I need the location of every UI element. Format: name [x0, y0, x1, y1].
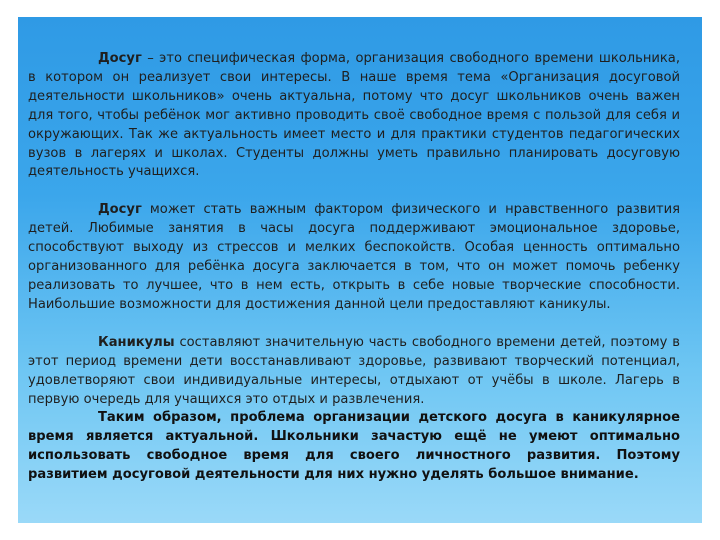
- term-dosug: Досуг: [98, 51, 142, 66]
- paragraph-gap: [28, 182, 680, 201]
- paragraph-kanikuly: [28, 334, 680, 410]
- term-kanikuly: Каникулы: [98, 334, 175, 350]
- paragraph-text: может стать важным фактором физического и нравственного развития детей. Любимые занятия в часы досуга поддерживают эмоциональное здоровье, способствуют выходу из стрессов и мелких беспокойств. Особая ценность оптимально организованного для ребёнка досуга заключается в том, что он может помочь ребенку реализовать то лучшее, что в нем есть, открыть в себе новые творческие способности. Наибольшие возможности для достижения данной цели предоставляют каникулы.: [28, 202, 680, 312]
- paragraph-text: составляют значительную часть свободного времени детей, поэтому в этот период времени дети восстанавливают здоровье, развивают творческий потенциал, удовлетворяют свои индивидуальные интересы, отдыхают от учёбы в школе. Лагерь в первую очередь для учащихся это отдых и развлечения.: [28, 334, 680, 407]
- paragraph-dosug-definition: [28, 50, 680, 182]
- paragraph-dosug-development: [28, 201, 680, 314]
- paragraph-conclusion: Таким образом, проблема организации детского досуга в каникулярное время является актуальной. Школьники зачастую ещё не умеют оптимально использовать свободное время для своего личностного развития. Поэтому развитием досуговой деятельности для них нужно уделять большое внимание.: [28, 410, 680, 483]
- paragraph-text: – это специфическая форма, организация свободного времени школьника, в котором он реализует свои интересы. В наше время тема «Организация досуговой деятельности школьников» очень актуальна, потому что досуг школьников очень важен для того, чтобы ребёнок мог активно проводить своё свободное время с пользой для себя и окружающих. Так же актуальность имеет место и для практики студентов педагогических вузов в лагерях и школах. Студенты должны уметь правильно планировать досуговую деятельность учащихся.: [28, 51, 680, 180]
- paragraph-gap: [28, 315, 680, 334]
- slide-text: [28, 50, 680, 485]
- term-dosug: Досуг: [98, 202, 142, 218]
